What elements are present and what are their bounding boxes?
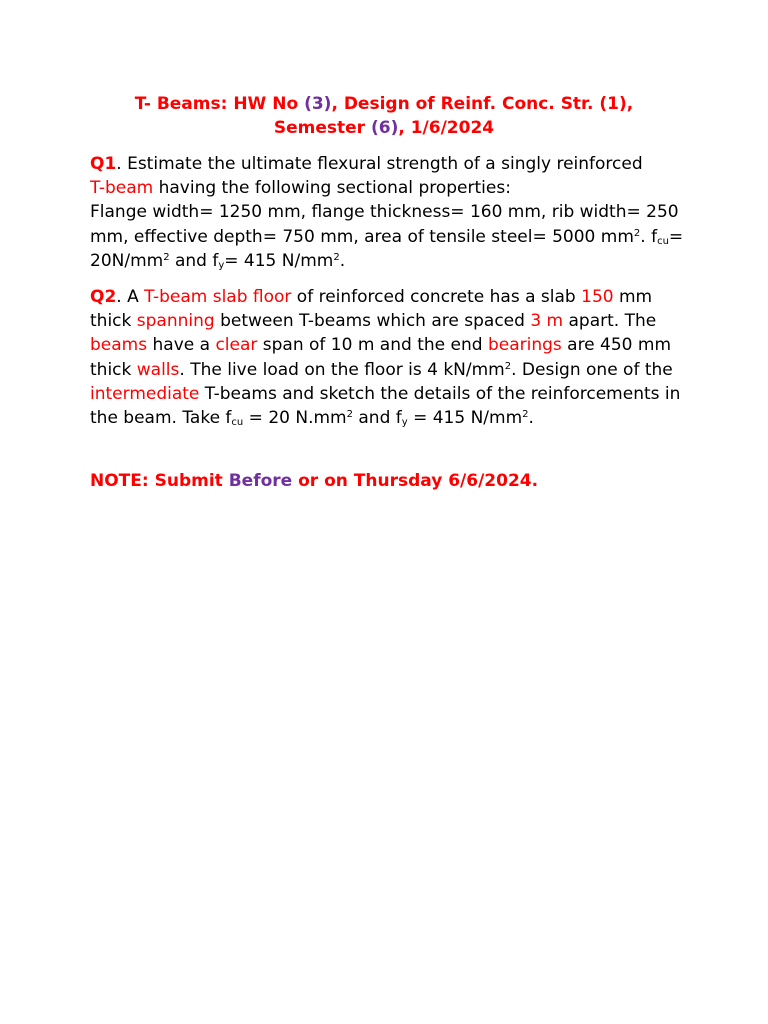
q1-sup-1: 2 bbox=[633, 227, 641, 239]
q1-sup-3: 2 bbox=[333, 251, 340, 263]
q1-text-7: . bbox=[339, 250, 346, 271]
q2-text-4: between T-beams which are spaced bbox=[214, 311, 531, 332]
q1-sub-cu: cu bbox=[657, 235, 669, 247]
q1-text-1: . Estimate the ultimate flexural strength of a singly reinforced bbox=[116, 154, 643, 174]
q2-sup-1: 2 bbox=[504, 360, 512, 372]
q2-text-12: = 20 N.mm bbox=[243, 408, 347, 429]
q2-highlight-3: spanning bbox=[136, 311, 215, 332]
q1-sub-y: y bbox=[218, 259, 225, 271]
q2-text-2: of reinforced concrete has a slab bbox=[291, 287, 582, 307]
q2-text-6: have a bbox=[147, 335, 216, 356]
title-semester-number: (6) bbox=[370, 118, 399, 138]
title-prefix: T- Beams: HW No bbox=[134, 94, 305, 114]
question-2 bbox=[90, 285, 690, 430]
q2-highlight-9: intermediate bbox=[90, 383, 200, 404]
q2-sup-2: 2 bbox=[346, 409, 353, 421]
q2-sub-y: y bbox=[401, 417, 408, 429]
q2-text-8: are 450 mm thick bbox=[90, 335, 672, 380]
q2-text-15: . bbox=[528, 408, 534, 429]
q2-highlight-1: T-beam slab floor bbox=[144, 287, 292, 307]
q1-text-5: and f bbox=[169, 250, 219, 271]
q2-highlight-8: walls bbox=[136, 359, 180, 380]
title-course: , Design of Reinf. Conc. Str. (1), bbox=[331, 94, 634, 114]
q1-properties: Flange width= 1250 mm, flange thickness= 160 mm, rib width= 250 mm, effective depth= 750 mm, area of tensile steel= 5000 mm bbox=[90, 202, 679, 247]
note-text-2: or on Thursday 6/6/2024. bbox=[292, 471, 539, 491]
q1-highlight-tbeam: T-beam bbox=[90, 178, 154, 199]
q2-text-11: T-beams and sketch the details of the reinforcements in the beam. Take f bbox=[90, 383, 681, 429]
question-1 bbox=[90, 152, 690, 273]
q2-highlight-5: beams bbox=[90, 335, 148, 356]
q1-text-3: . f bbox=[640, 226, 658, 247]
q2-sub-cu: cu bbox=[231, 417, 244, 429]
q2-text-5: apart. The bbox=[563, 311, 657, 332]
q2-sup-3: 2 bbox=[522, 409, 529, 421]
q2-text-7: span of 10 m and the end bbox=[257, 335, 488, 356]
q1-label: Q1 bbox=[90, 154, 117, 174]
q1-text-6: = 415 N/mm bbox=[224, 250, 334, 271]
q1-text-4: = 20N/mm bbox=[90, 226, 684, 271]
q2-highlight-7: bearings bbox=[487, 335, 562, 356]
q2-text-3: mm thick bbox=[90, 287, 653, 332]
q2-label: Q2 bbox=[90, 287, 117, 307]
title-date: , 1/6/2024 bbox=[398, 118, 495, 138]
q1-sup-2: 2 bbox=[163, 251, 170, 263]
submission-note bbox=[90, 469, 690, 493]
note-text-1: NOTE: Submit bbox=[90, 471, 229, 491]
note-highlight-before: Before bbox=[228, 471, 293, 491]
q1-text-2: having the following sectional properties: bbox=[153, 178, 511, 199]
q2-highlight-2: 150 bbox=[581, 287, 614, 307]
q2-text-13: and f bbox=[352, 408, 402, 429]
q2-text-14: = 415 N/mm bbox=[407, 408, 523, 429]
q2-text-10: . Design one of the bbox=[511, 359, 673, 380]
q2-highlight-4: 3 m bbox=[530, 311, 564, 332]
title-hw-number: (3) bbox=[304, 94, 332, 114]
title-semester-label: Semester bbox=[273, 118, 371, 138]
q2-highlight-6: clear bbox=[215, 335, 258, 356]
q2-text-9: . The live load on the floor is 4 kN/mm bbox=[179, 359, 505, 380]
q2-text-1: . A bbox=[116, 287, 145, 307]
document-title bbox=[90, 92, 678, 140]
